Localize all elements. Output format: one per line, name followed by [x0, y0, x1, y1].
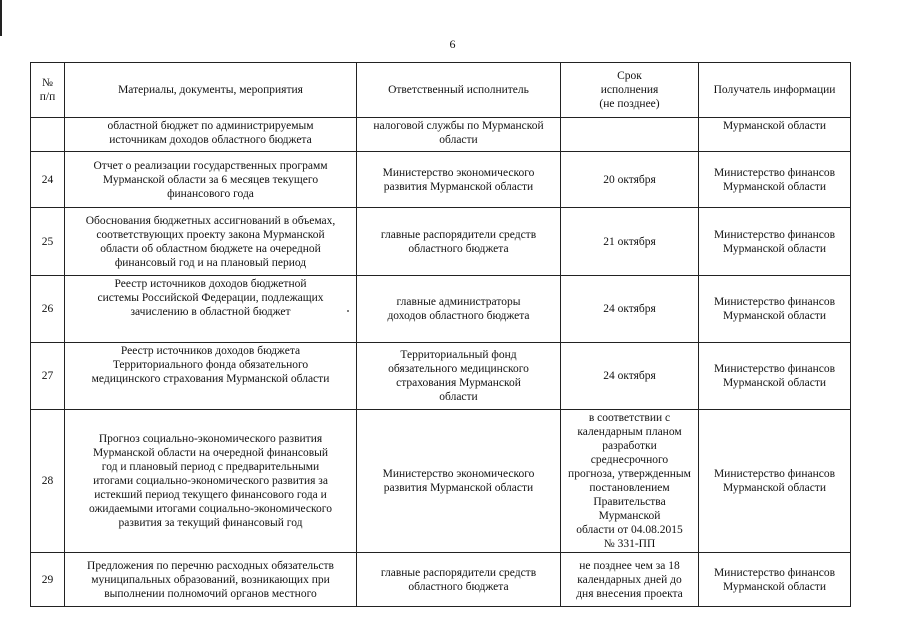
cell-recipient: Министерство финансов Мурманской области — [699, 152, 851, 208]
table-row — [31, 208, 851, 276]
cell-executor: главные распорядители средств областного бюджета — [357, 208, 561, 276]
cell-deadline — [561, 118, 699, 152]
cell-deadline: 24 октября — [561, 276, 699, 343]
table-row — [31, 118, 851, 152]
cell-deadline: 24 октября — [561, 343, 699, 410]
cell-deadline: в соответствии с календарным планом разработки среднесрочного прогноза, утвержденным постановлением Правительства Мурманской области от 04.08.2015 № 331-ПП — [561, 410, 699, 553]
cell-executor: Территориальный фонд обязательного медицинского страхования Мурманской области — [357, 343, 561, 410]
cell-materials: Прогноз социально-экономического развития Мурманской области на очередной финансовый год и плановый период с предварительными итогами социально-экономического развития за истекший период текущего финансового года и ожидаемыми итогами социально-экономического развития за текущий финансовый год — [65, 410, 357, 553]
cell-executor: налоговой службы по Мурманской области — [357, 118, 561, 152]
cell-num: 29 — [31, 553, 65, 607]
header-recipient: Получатель информации — [699, 63, 851, 118]
cell-deadline: не позднее чем за 18 календарных дней до дня внесения проекта — [561, 553, 699, 607]
table-row — [31, 343, 851, 410]
cell-executor: главные администраторы доходов областного бюджета — [357, 276, 561, 343]
table-row — [31, 553, 851, 607]
scan-edge-mark — [0, 0, 2, 36]
schedule-table — [30, 62, 851, 607]
cell-num: 24 — [31, 152, 65, 208]
cell-materials: Предложения по перечню расходных обязательств муниципальных образований, возникающих при выполнении полномочий органов местного — [65, 553, 357, 607]
header-num: № п/п — [31, 63, 65, 118]
cell-num — [31, 118, 65, 152]
scan-speck — [347, 310, 349, 312]
cell-materials: областной бюджет по администрируемым источникам доходов областного бюджета — [65, 118, 357, 152]
cell-recipient: Министерство финансов Мурманской области — [699, 553, 851, 607]
cell-num: 27 — [31, 343, 65, 410]
header-deadline: Срок исполнения (не позднее) — [561, 63, 699, 118]
table-row — [31, 276, 851, 343]
cell-num: 25 — [31, 208, 65, 276]
cell-materials: Реестр источников доходов бюджетной системы Российской Федерации, подлежащих зачислению в областной бюджет — [65, 276, 357, 343]
cell-executor: Министерство экономического развития Мурманской области — [357, 410, 561, 553]
cell-num: 26 — [31, 276, 65, 343]
cell-deadline: 20 октября — [561, 152, 699, 208]
cell-num: 28 — [31, 410, 65, 553]
cell-recipient: Министерство финансов Мурманской области — [699, 208, 851, 276]
header-row — [31, 63, 851, 118]
table-header — [31, 63, 851, 118]
header-materials: Материалы, документы, мероприятия — [65, 63, 357, 118]
cell-recipient: Министерство финансов Мурманской области — [699, 410, 851, 553]
cell-deadline: 21 октября — [561, 208, 699, 276]
table-row — [31, 152, 851, 208]
cell-executor: Министерство экономического развития Мурманской области — [357, 152, 561, 208]
cell-materials: Реестр источников доходов бюджета Территориального фонда обязательного медицинского страхования Мурманской области — [65, 343, 357, 410]
table-body — [31, 118, 851, 607]
table-row — [31, 410, 851, 553]
cell-recipient: Министерство финансов Мурманской области — [699, 276, 851, 343]
header-executor: Ответственный исполнитель — [357, 63, 561, 118]
cell-materials: Обоснования бюджетных ассигнований в объемах, соответствующих проекту закона Мурманской области об областном бюджете на очередной финансовый год и на плановый период — [65, 208, 357, 276]
cell-executor: главные распорядители средств областного бюджета — [357, 553, 561, 607]
cell-recipient: Мурманской области — [699, 118, 851, 152]
cell-recipient: Министерство финансов Мурманской области — [699, 343, 851, 410]
cell-materials: Отчет о реализации государственных программ Мурманской области за 6 месяцев текущего финансового года — [65, 152, 357, 208]
page-number: 6 — [449, 37, 456, 51]
